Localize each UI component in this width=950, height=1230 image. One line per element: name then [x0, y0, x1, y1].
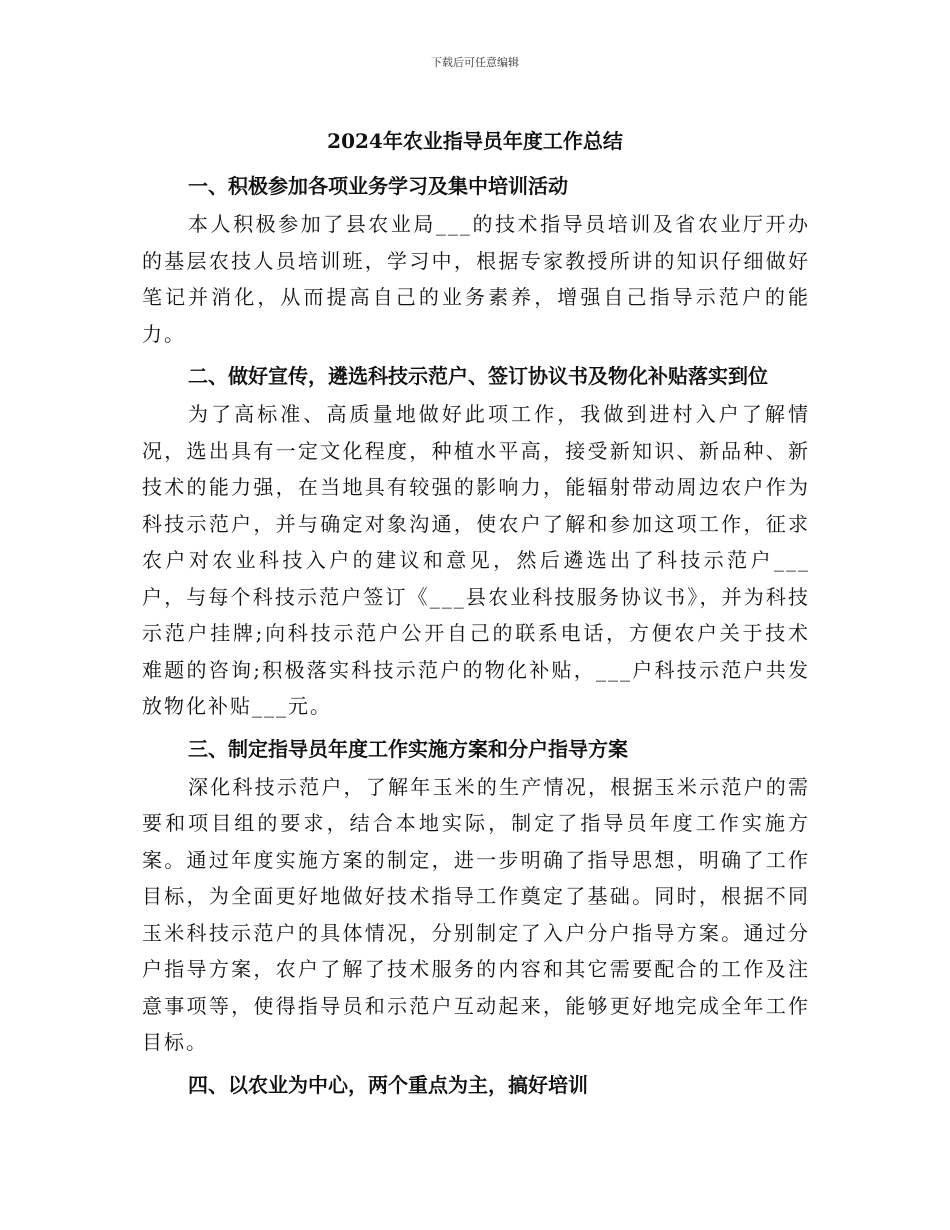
section-paragraph: 为了高标准、高质量地做好此项工作，我做到进村入户了解情况，选出具有一定文化程度，种植水平高，接受新知识、新品种、新技术的能力强，在当地具有较强的影响力，能辐射带动周边农户作为科技示范户，并与确定对象沟通，使农户了解和参加这项工作，征求农户对农业科技入户的建议和意见，然后遴选出了科技示范户___户，与每个科技示范户签订《___县农业科技服务协议书》，并为科技示范户挂牌;向科技示范户公开自己的联系电话，方便农户关于技术难题的咨询;积极落实科技示范户的物化补贴，___户科技示范户共发放物化补贴___元。 — [142, 402, 810, 718]
section-paragraph: 深化科技示范户，了解年玉米的生产情况，根据玉米示范户的需要和项目组的要求，结合本地实际，制定了指导员年度工作实施方案。通过年度实施方案的制定，进一步明确了指导思想，明确了工作目标，为全面更好地做好技术指导工作奠定了基础。同时，根据不同玉米科技示范户的具体情况，分别制定了入户分户指导方案。通过分户指导方案，农户了解了技术服务的内容和其它需要配合的工作及注意事项等，使得指导员和示范户互动起来，能够更好地完成全年工作目标。 — [142, 774, 810, 1054]
section-heading: 四、以农业为中心，两个重点为主，搞好培训 — [188, 1072, 588, 1097]
document-body — [142, 168, 810, 1105]
section-heading: 三、制定指导员年度工作实施方案和分户指导方案 — [188, 736, 628, 761]
section-3 — [142, 731, 810, 1061]
document-title: 2024年农业指导员年度工作总结 — [327, 129, 623, 153]
section-heading: 一、积极参加各项业务学习及集中培训活动 — [188, 174, 568, 198]
section-4 — [142, 1067, 810, 1103]
header-note: 下载后可任意编辑 — [431, 56, 519, 69]
section-1 — [142, 168, 810, 352]
section-2 — [142, 358, 810, 725]
section-heading: 二、做好宣传，遴选科技示范户、签订协议书及物化补贴落实到位 — [188, 364, 768, 388]
section-paragraph: 本人积极参加了县农业局___的技术指导员培训及省农业厅开办的基层农技人员培训班，学习中，根据专家教授所讲的知识仔细做好笔记并消化，从而提高自己的业务素养，增强自己指导示范户的能力。 — [142, 212, 810, 346]
